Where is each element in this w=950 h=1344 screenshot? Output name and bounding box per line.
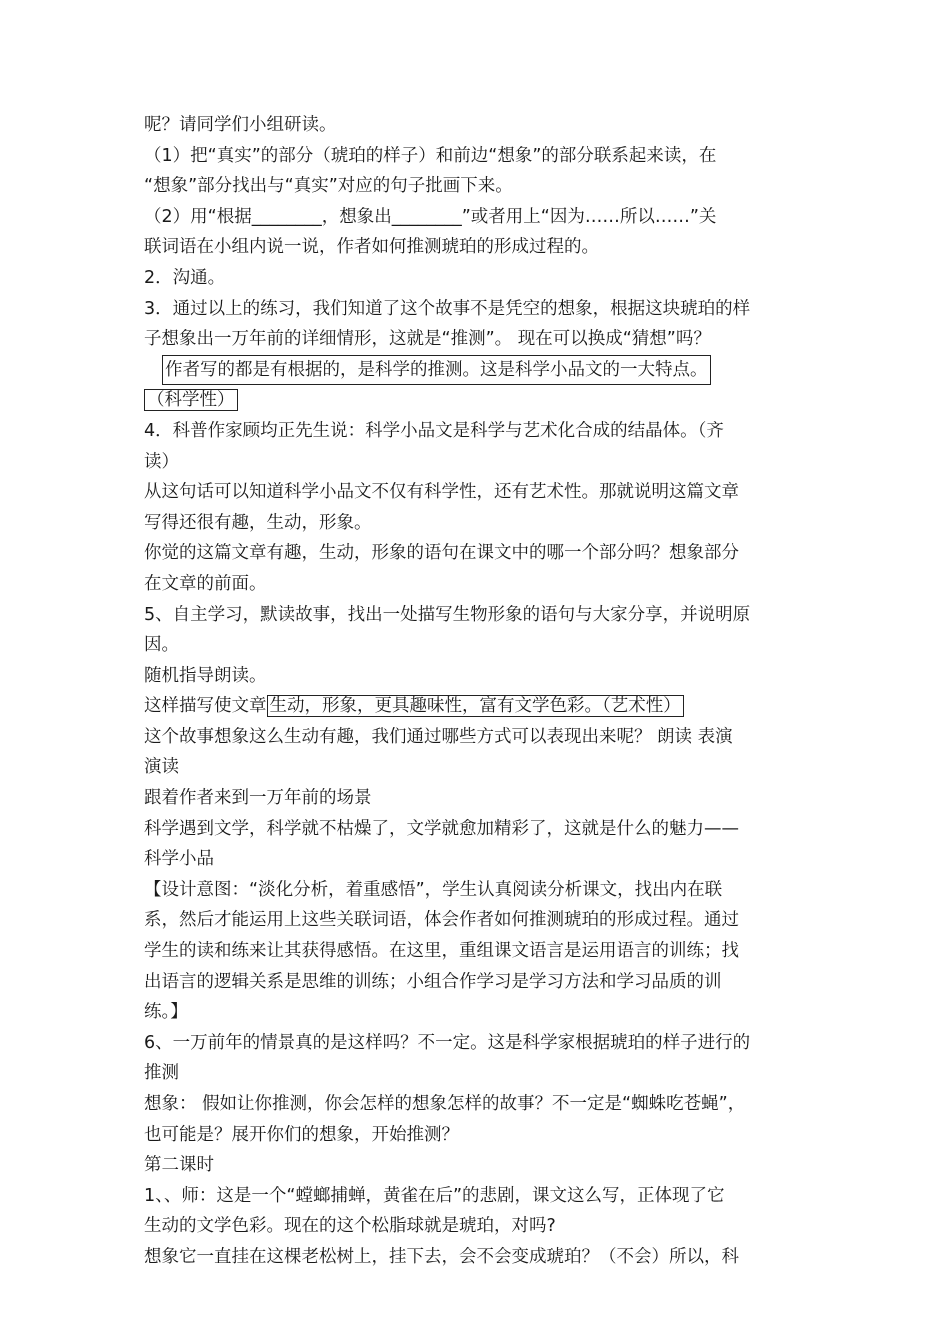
text-line: 【设计意图：“淡化分析，着重感悟”，学生认真阅读分析课文，找出内在联 xyxy=(144,879,723,900)
text-line: 科学遇到文学，科学就不枯燥了，文学就愈加精彩了，这就是什么的魅力—— xyxy=(144,818,739,839)
text-line: 1、、师：这是一个“螳螂捕蝉，黄雀在后”的悲剧，课文这么写，正体现了它 xyxy=(144,1185,725,1206)
text-line: 2．沟通。 xyxy=(144,267,226,288)
text-line: 也可能是？展开你们的想象，开始推测？ xyxy=(144,1124,459,1145)
text-line: 随机指导朗读。 xyxy=(144,665,267,686)
text-line: 你觉的这篇文章有趣，生动，形象的语句在课文中的哪一个部分吗？想象部分 xyxy=(144,543,739,564)
text-line: 3．通过以上的练习，我们知道了这个故事不是凭空的想象，根据这块琥珀的样 xyxy=(144,298,751,319)
text-line: 从这句话可以知道科学小品文不仅有科学性，还有艺术性。那就说明这篇文章 xyxy=(144,482,739,503)
mixed-line xyxy=(144,691,814,722)
text-line: 4．科普作家顾均正先生说：科学小品文是科学与艺术化合成的结晶体。（齐 xyxy=(144,420,724,441)
text-line: 写得还很有趣，生动，形象。 xyxy=(144,512,372,533)
text-line: 科学小品 xyxy=(144,849,214,870)
text-line: 在文章的前面。 xyxy=(144,573,267,594)
text-line: 练。】 xyxy=(144,1002,188,1023)
section-heading: 第二课时 xyxy=(144,1155,214,1176)
boxed-line xyxy=(144,385,814,416)
text-line: 联词语在小组内说一说，作者如何推测琥珀的形成过程的。 xyxy=(144,237,599,258)
boxed-text-science: 作者写的都是有根据的，是科学的推测。这是科学小品文的一大特点。 xyxy=(162,355,711,385)
boxed-line xyxy=(144,355,814,386)
text-line: 系，然后才能运用上这些关联词语，体会作者如何推测琥珀的形成过程。通过 xyxy=(144,910,739,931)
text-prefix: 这样描写使文章 xyxy=(144,696,267,717)
text-line: 子想象出一万年前的详细情形，这就是“推测”。 现在可以换成“猜想”吗？ xyxy=(144,329,711,350)
text-line: 读） xyxy=(144,451,179,472)
text-line: 因。 xyxy=(144,635,179,656)
boxed-label-science: （科学性） xyxy=(144,389,238,411)
text-line: （1）把“真实”的部分（琥珀的样子）和前边“想象”的部分联系起来读，在 xyxy=(144,145,717,166)
text-line: 生动的文学色彩。现在的这个松脂球就是琥珀，对吗? xyxy=(144,1216,556,1237)
text-line: 呢？请同学们小组研读。 xyxy=(144,115,337,135)
text-line: 这个故事想象这么生动有趣，我们通过哪些方式可以表现出来呢？ 朗读 表演 xyxy=(144,726,733,747)
text-line: 5、自主学习，默读故事，找出一处描写生物形象的语句与大家分享，并说明原 xyxy=(144,604,751,625)
text-line: 演读 xyxy=(144,757,179,778)
text-line: 推测 xyxy=(144,1063,179,1084)
document-page xyxy=(144,110,814,1273)
text-line: 想象它一直挂在这棵老松树上，挂下去，会不会变成琥珀？（不会）所以，科 xyxy=(144,1246,739,1267)
boxed-text-art: 生动，形象，更具趣味性，富有文学色彩。（艺术性） xyxy=(267,695,684,717)
text-line: 跟着作者来到一万年前的场景 xyxy=(144,788,372,809)
text-line: （2）用“根据________，想象出________”或者用上“因为……所以……”关 xyxy=(144,206,717,227)
text-line: 学生的读和练来让其获得感悟。在这里，重组课文语言是运用语言的训练；找 xyxy=(144,941,739,962)
text-line: 出语言的逻辑关系是思维的训练；小组合作学习是学习方法和学习品质的训 xyxy=(144,971,722,992)
text-line: 6、一万前年的情景真的是这样吗？不一定。这是科学家根据琥珀的样子进行的 xyxy=(144,1032,751,1053)
text-line: 想象： 假如让你推测，你会怎样的想象怎样的故事？不一定是“蜘蛛吃苍蝇”， xyxy=(144,1094,746,1114)
text-line: “想象”部分找出与“真实”对应的句子批画下来。 xyxy=(144,176,513,197)
